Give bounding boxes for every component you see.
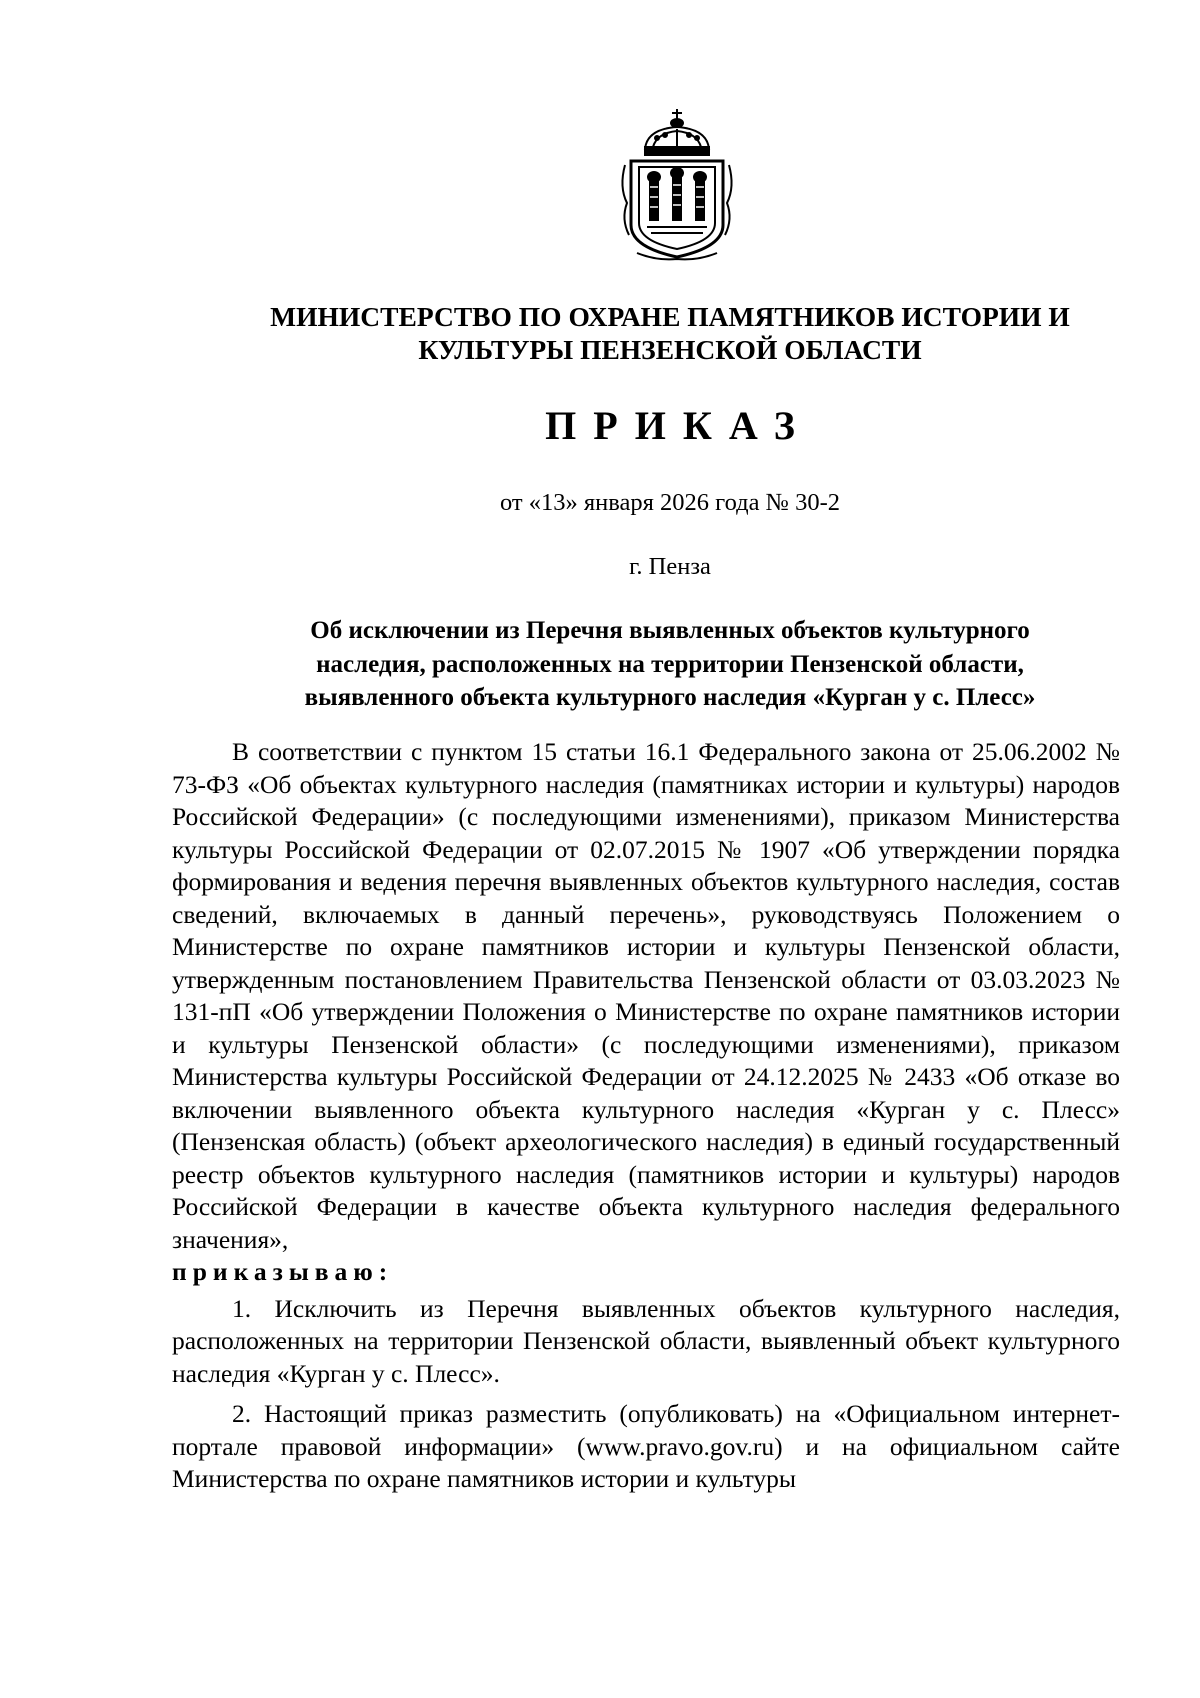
document-title-line3: выявленного объекта культурного наследия «Курган у с. Плесс» xyxy=(304,684,1036,711)
document-title-line2: наследия, расположенных на территории Пензенской области, xyxy=(316,650,1024,678)
order-item-2: 2. Настоящий приказ разместить (опубликовать) на «Официальном интернет-портале правовой информации» (www.pravo.gov.ru) и на официальном сайте Министерства по охране памятников истории и культуры xyxy=(172,1399,1120,1493)
ministry-name-line1: МИНИСТЕРСТВО ПО ОХРАНЕ ПАМЯТНИКОВ ИСТОРИИ И xyxy=(270,301,1070,332)
document-title-line1: Об исключении из Перечня выявленных объектов культурного xyxy=(310,617,1030,644)
document-body xyxy=(172,736,1120,1496)
document-city: г. Пенза xyxy=(629,553,711,580)
ministry-name-line2: КУЛЬТУРЫ ПЕНЗЕНСКОЙ ОБЛАСТИ xyxy=(418,334,922,365)
document-date-number: от «13» января 2026 года № 30-2 xyxy=(499,489,840,516)
order-word: приказываю: xyxy=(172,1257,394,1286)
preamble-paragraph: В соответствии с пунктом 15 статьи 16.1 Федерального закона от 25.06.2002 № 73-ФЗ «Об объектах культурного наследия (памятниках истории и культуры) народов Российской Федерации» (с последующими изменениями), приказом Министерства культуры Российской Федерации от 02.07.2015 № 1907 «Об утверждении порядка формирования и ведения перечня выявленных объектов культурного наследия, состав сведений, включаемых в данный перечень», руководствуясь Положением о Министерстве по охране памятников истории и культуры Пензенской области, утвержденным постановлением Правительства Пензенской области от 03.03.2023 № 131-пП «Об утверждении Положения о Министерстве по охране памятников истории и культуры Пензенской области» (с последующими изменениями), приказом Министерства культуры Российской Федерации от 24.12.2025 № 2433 «Об отказе во включении выявленного объекта культурного наследия «Курган у с. Плесс» (Пензенская область) (объект археологического наследия) в единый государственный реестр объектов культурного наследия (памятников истории и культуры) народов Российской Федерации в качестве объекта культурного наследия федерального значения», xyxy=(172,737,1120,1254)
order-item-1: 1. Исключить из Перечня выявленных объектов культурного наследия, расположенных на территории Пензенской области, выявленный объект культурного наследия «Курган у с. Плесс». xyxy=(172,1293,1120,1388)
document-title xyxy=(200,614,1140,715)
ministry-name xyxy=(200,300,1140,366)
coat-of-arms-icon xyxy=(617,107,737,263)
document-type: ПРИКАЗ xyxy=(545,403,812,448)
